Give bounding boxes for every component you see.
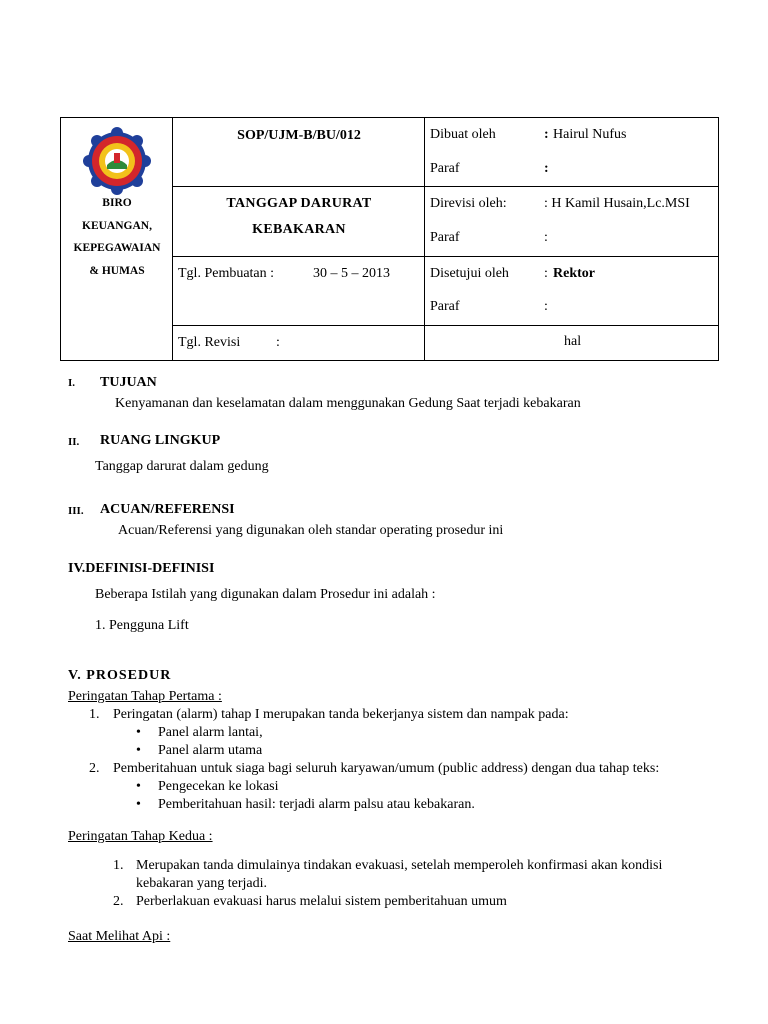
paraf-value: :: [544, 299, 548, 314]
paraf-label: Paraf: [430, 161, 460, 176]
list-number: 2.: [89, 761, 100, 776]
paraf-label: Paraf: [430, 299, 460, 314]
list-number: 2.: [113, 894, 124, 909]
subheading: Saat Melihat Api :: [68, 929, 171, 944]
university-logo: [83, 127, 151, 195]
doc-title-line2: KEBAKARAN: [252, 222, 346, 237]
unit-cell: [61, 118, 173, 361]
doc-title-line1: TANGGAP DARURAT: [226, 196, 372, 211]
section-title: V. PROSEDUR: [68, 668, 172, 683]
tgl-pembuatan-value: 30 – 5 – 2013: [313, 266, 390, 281]
tgl-revisi-colon: :: [276, 335, 280, 350]
hal-label: hal: [564, 334, 582, 349]
bullet: •: [136, 779, 141, 794]
list-item: Pemberitahuan untuk siaga bagi seluruh karyawan/umum (public address) dengan dua tahap teks:: [113, 761, 660, 776]
list-item: Panel alarm lantai,: [158, 725, 263, 740]
paraf-value: :: [544, 230, 548, 245]
paraf-label: Paraf: [430, 230, 460, 245]
section-text: Beberapa Istilah yang digunakan dalam Prosedur ini adalah :: [95, 587, 436, 602]
disetujui-value: Rektor: [553, 266, 595, 281]
section-title: IV.DEFINISI-DEFINISI: [68, 561, 215, 576]
section-title: ACUAN/REFERENSI: [100, 502, 235, 517]
section-number: II.: [68, 436, 80, 448]
list-number: 1.: [89, 707, 100, 722]
unit-line: & HUMAS: [89, 264, 145, 277]
section-title: RUANG LINGKUP: [100, 433, 221, 448]
paraf-value: :: [544, 161, 549, 176]
list-item: 1. Pengguna Lift: [95, 618, 189, 633]
unit-line: KEPEGAWAIAN: [73, 242, 161, 254]
header-table: [60, 117, 719, 361]
list-item: Panel alarm utama: [158, 743, 263, 758]
section-number: III.: [68, 505, 84, 517]
section-number: I.: [68, 377, 76, 389]
disetujui-label: Disetujui oleh: [430, 266, 509, 281]
unit-line: KEUANGAN,: [82, 219, 152, 232]
section-text: Tanggap darurat dalam gedung: [95, 459, 269, 474]
direvisi-cell: [425, 187, 719, 257]
doc-code-cell: [173, 118, 425, 187]
tgl-pembuatan-cell: [173, 257, 425, 326]
list-item: Peringatan (alarm) tahap I merupakan tanda bekerjanya sistem dan nampak pada:: [113, 707, 569, 722]
list-item: Merupakan tanda dimulainya tindakan evakuasi, setelah memperoleh konfirmasi akan kondisi: [136, 858, 663, 873]
bullet: •: [136, 797, 141, 812]
bullet: •: [136, 725, 141, 740]
doc-code: SOP/UJM-B/BU/012: [237, 128, 361, 143]
disetujui-colon: :: [544, 266, 548, 281]
section-title: TUJUAN: [100, 375, 157, 390]
tgl-revisi-cell: [173, 326, 425, 361]
hal-cell: [425, 326, 719, 361]
subheading: Peringatan Tahap Kedua :: [68, 829, 213, 844]
list-item-continuation: kebakaran yang terjadi.: [136, 876, 267, 891]
direvisi-label: Direvisi oleh:: [430, 196, 507, 211]
dibuat-label: Dibuat oleh: [430, 127, 496, 142]
tgl-pembuatan-label: Tgl. Pembuatan :: [178, 266, 275, 281]
list-item: Pengecekan ke lokasi: [158, 779, 279, 794]
list-item: Perberlakuan evakuasi harus melalui sistem pemberitahuan umum: [136, 894, 507, 909]
list-number: 1.: [113, 858, 124, 873]
tgl-revisi-label: Tgl. Revisi: [178, 335, 241, 350]
dibuat-cell: [425, 118, 719, 187]
subheading: Peringatan Tahap Pertama :: [68, 689, 222, 704]
unit-name: [61, 192, 173, 282]
dibuat-value: Hairul Nufus: [553, 127, 627, 142]
dibuat-colon: :: [544, 127, 549, 142]
section-text: Kenyamanan dan keselamatan dalam menggunakan Gedung Saat terjadi kebakaran: [115, 396, 581, 411]
unit-line: BIRO: [102, 197, 132, 209]
disetujui-cell: [425, 257, 719, 326]
direvisi-value: : H Kamil Husain,Lc.MSI: [544, 196, 690, 211]
bullet: •: [136, 743, 141, 758]
list-item: Pemberitahuan hasil: terjadi alarm palsu atau kebakaran.: [158, 797, 475, 812]
title-cell: [173, 187, 425, 257]
section-text: Acuan/Referensi yang digunakan oleh standar operating prosedur ini: [118, 523, 504, 538]
